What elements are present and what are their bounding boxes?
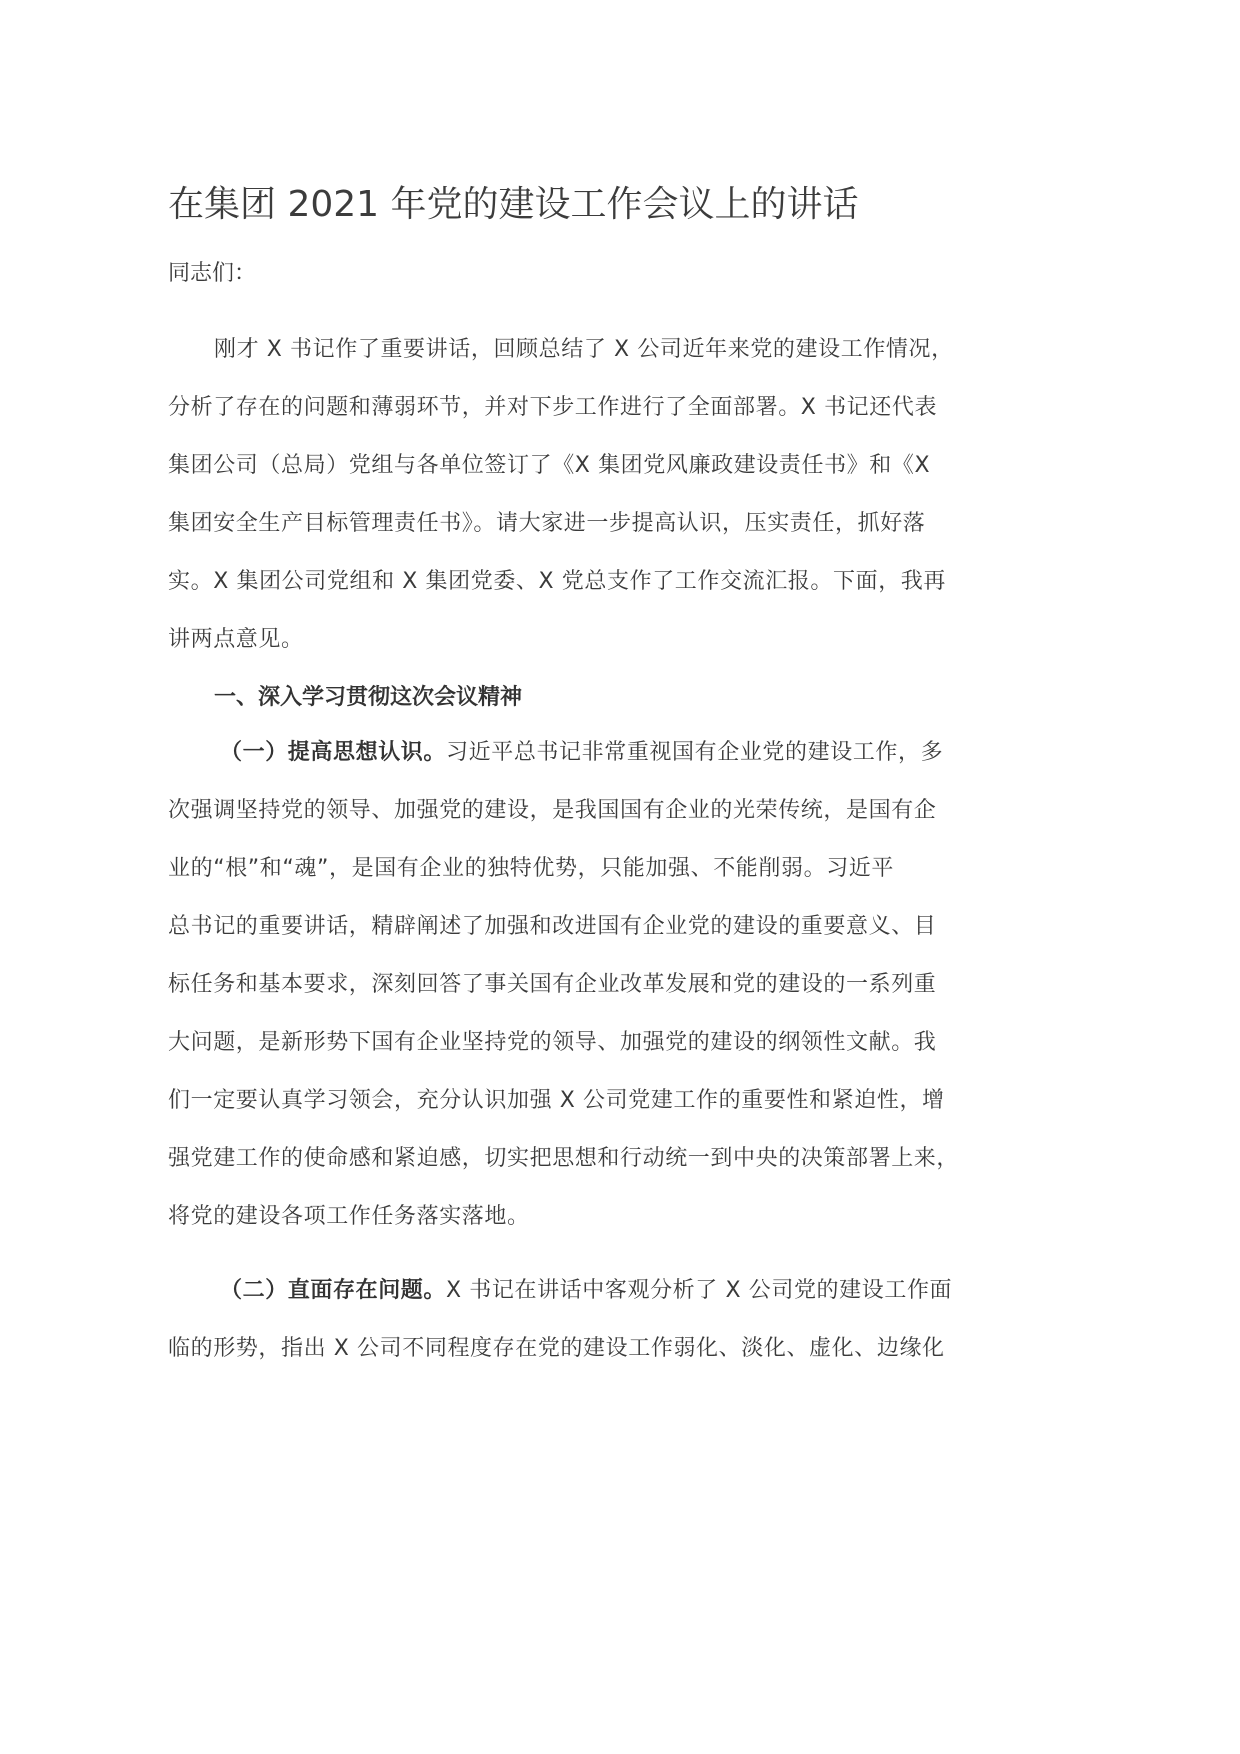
paragraph-line: 次强调坚持党的领导、加强党的建设，是我国国有企业的光荣传统，是国有企 (168, 798, 937, 823)
paragraph-line: 分析了存在的问题和薄弱环节，并对下步工作进行了全面部署。X 书记还代表 (168, 395, 938, 420)
greeting: 同志们： (168, 261, 257, 286)
subsection-lead: （一）提高思想认识。 (220, 740, 447, 765)
paragraph-line: 业的“根”和“魂”，是国有企业的独特优势，只能加强、不能削弱。习近平 (168, 856, 894, 881)
paragraph-intro (168, 334, 968, 682)
paragraph-line: 实。X 集团公司党组和 X 集团党委、X 党总支作了工作交流汇报。下面，我再 (168, 569, 946, 594)
paragraph-line: 集团公司（总局）党组与各单位签订了《X 集团党风廉政建设责任书》和《X (168, 453, 931, 478)
paragraph-line: 总书记的重要讲话，精辟阐述了加强和改进国有企业党的建设的重要意义、目 (168, 914, 937, 939)
paragraph-line: 刚才 X 书记作了重要讲话，回顾总结了 X 公司近年来党的建设工作情况， (214, 337, 954, 362)
paragraph-line: 集团安全生产目标管理责任书》。请大家进一步提高认识，压实责任，抓好落 (168, 511, 926, 536)
paragraph-text: X 书记在讲话中客观分析了 X 公司党的建设工作面 (446, 1278, 953, 1303)
subsection-lead: （二）直面存在问题。 (220, 1278, 447, 1303)
paragraph-line: 临的形势，指出 X 公司不同程度存在党的建设工作弱化、淡化、虚化、边缘化 (168, 1336, 945, 1361)
paragraph-line: 标任务和基本要求，深刻回答了事关国有企业改革发展和党的建设的一系列重 (168, 972, 937, 997)
paragraph-line: 大问题，是新形势下国有企业坚持党的领导、加强党的建设的纲领性文献。我 (168, 1030, 937, 1055)
paragraph-first-line (168, 737, 968, 795)
paragraph-line: 讲两点意见。 (168, 627, 304, 652)
document-title: 在集团 2021 年党的建设工作会议上的讲话 (168, 184, 859, 225)
paragraph-line: 们一定要认真学习领会，充分认识加强 X 公司党建工作的重要性和紧迫性，增 (168, 1088, 945, 1113)
paragraph-subsection-2 (168, 1275, 968, 1391)
paragraph-line: 强党建工作的使命感和紧迫感，切实把思想和行动统一到中央的决策部署上来， (168, 1146, 960, 1171)
paragraph-text: 习近平总书记非常重视国有企业党的建设工作，多 (446, 740, 944, 765)
paragraph-first-line (168, 1275, 968, 1333)
paragraph-subsection-1 (168, 737, 968, 1259)
section-heading-1: 一、深入学习贯彻这次会议精神 (214, 685, 523, 710)
paragraph-line: 将党的建设各项工作任务落实落地。 (168, 1204, 530, 1229)
